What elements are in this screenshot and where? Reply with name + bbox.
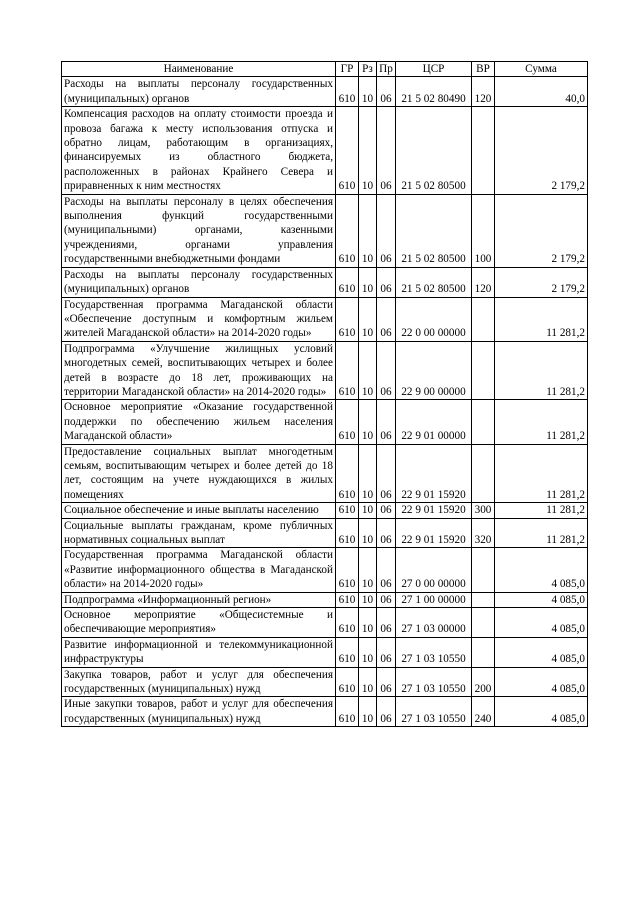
cell-vr: 320 [472, 518, 495, 548]
cell-csr: 22 0 00 00000 [396, 297, 472, 341]
cell-vr: 240 [472, 697, 495, 727]
table-row [62, 608, 588, 638]
table-row [62, 107, 588, 194]
cell-rz: 10 [359, 548, 377, 592]
cell-vr [472, 444, 495, 503]
cell-sum: 11 281,2 [495, 518, 588, 548]
cell-csr: 27 1 03 10550 [396, 637, 472, 667]
cell-gr: 610 [336, 608, 359, 638]
cell-vr [472, 548, 495, 592]
table-row [62, 592, 588, 607]
cell-rz: 10 [359, 697, 377, 727]
cell-csr: 22 9 00 00000 [396, 341, 472, 400]
cell-gr: 610 [336, 400, 359, 444]
cell-pr: 06 [377, 518, 396, 548]
header-rz: Рз [359, 62, 377, 77]
cell-gr: 610 [336, 194, 359, 267]
cell-name: Государственная программа Магаданской области «Обеспечение доступным и комфортным жильем жителей Магаданской области» на 2014-2020 годы» [62, 297, 336, 341]
cell-pr: 06 [377, 400, 396, 444]
table-row [62, 444, 588, 503]
cell-name: Развитие информационной и телекоммуникационной инфраструктуры [62, 637, 336, 667]
cell-sum: 2 179,2 [495, 267, 588, 297]
table-row [62, 697, 588, 727]
cell-pr: 06 [377, 503, 396, 518]
cell-name: Расходы на выплаты персоналу государственных (муниципальных) органов [62, 77, 336, 107]
header-sum: Сумма [495, 62, 588, 77]
table-row [62, 503, 588, 518]
cell-csr: 27 1 03 10550 [396, 667, 472, 697]
cell-vr [472, 608, 495, 638]
cell-sum: 2 179,2 [495, 107, 588, 194]
cell-rz: 10 [359, 518, 377, 548]
cell-csr: 22 9 01 15920 [396, 518, 472, 548]
header-gr: ГР [336, 62, 359, 77]
cell-pr: 06 [377, 667, 396, 697]
header-csr: ЦСР [396, 62, 472, 77]
cell-sum: 11 281,2 [495, 444, 588, 503]
cell-csr: 21 5 02 80500 [396, 267, 472, 297]
cell-name: Предоставление социальных выплат многодетным семьям, воспитывающим четырех и более детей до 18 лет, состоящим на учете нуждающихся в жилых помещениях [62, 444, 336, 503]
cell-rz: 10 [359, 667, 377, 697]
cell-csr: 27 1 03 10550 [396, 697, 472, 727]
table-row [62, 667, 588, 697]
cell-rz: 10 [359, 637, 377, 667]
cell-vr: 200 [472, 667, 495, 697]
cell-rz: 10 [359, 400, 377, 444]
cell-csr: 21 5 02 80500 [396, 107, 472, 194]
table-row [62, 548, 588, 592]
cell-vr: 120 [472, 267, 495, 297]
cell-gr: 610 [336, 77, 359, 107]
cell-csr: 27 1 03 00000 [396, 608, 472, 638]
table-row [62, 518, 588, 548]
cell-name: Основное мероприятие «Общесистемные и обеспечивающие мероприятия» [62, 608, 336, 638]
cell-pr: 06 [377, 592, 396, 607]
cell-sum: 4 085,0 [495, 548, 588, 592]
cell-rz: 10 [359, 267, 377, 297]
cell-rz: 10 [359, 297, 377, 341]
cell-rz: 10 [359, 194, 377, 267]
cell-vr [472, 107, 495, 194]
cell-name: Расходы на выплаты персоналу в целях обеспечения выполнения функций государственными (муниципальными) органами, казенными учреждениями, органами управления государственными внебюджетными фондами [62, 194, 336, 267]
cell-rz: 10 [359, 503, 377, 518]
cell-sum: 4 085,0 [495, 637, 588, 667]
cell-vr: 300 [472, 503, 495, 518]
cell-pr: 06 [377, 637, 396, 667]
cell-rz: 10 [359, 592, 377, 607]
header-name: Наименование [62, 62, 336, 77]
cell-gr: 610 [336, 107, 359, 194]
cell-rz: 10 [359, 107, 377, 194]
cell-vr [472, 400, 495, 444]
cell-name: Закупка товаров, работ и услуг для обеспечения государственных (муниципальных) нужд [62, 667, 336, 697]
table-header-row [62, 62, 588, 77]
cell-sum: 4 085,0 [495, 608, 588, 638]
cell-name: Расходы на выплаты персоналу государственных (муниципальных) органов [62, 267, 336, 297]
cell-vr: 120 [472, 77, 495, 107]
cell-vr [472, 297, 495, 341]
table-body [62, 77, 588, 727]
cell-pr: 06 [377, 77, 396, 107]
table-row [62, 194, 588, 267]
cell-gr: 610 [336, 444, 359, 503]
cell-gr: 610 [336, 697, 359, 727]
cell-pr: 06 [377, 107, 396, 194]
cell-gr: 610 [336, 267, 359, 297]
cell-sum: 4 085,0 [495, 592, 588, 607]
cell-gr: 610 [336, 592, 359, 607]
cell-name: Иные закупки товаров, работ и услуг для обеспечения государственных (муниципальных) нужд [62, 697, 336, 727]
table-row [62, 267, 588, 297]
cell-sum: 2 179,2 [495, 194, 588, 267]
cell-csr: 22 9 01 00000 [396, 400, 472, 444]
cell-name: Компенсация расходов на оплату стоимости проезда и провоза багажа к месту использования отпуска и обратно лицам, работающим в организациях, финансируемых из областного бюджета, расположенных в районах Крайнего Севера и приравненных к ним местностях [62, 107, 336, 194]
cell-pr: 06 [377, 194, 396, 267]
cell-gr: 610 [336, 503, 359, 518]
cell-name: Социальное обеспечение и иные выплаты населению [62, 503, 336, 518]
cell-sum: 40,0 [495, 77, 588, 107]
cell-vr [472, 341, 495, 400]
cell-pr: 06 [377, 608, 396, 638]
cell-gr: 610 [336, 297, 359, 341]
cell-gr: 610 [336, 637, 359, 667]
cell-csr: 27 1 00 00000 [396, 592, 472, 607]
table-row [62, 297, 588, 341]
cell-pr: 06 [377, 697, 396, 727]
cell-sum: 11 281,2 [495, 341, 588, 400]
cell-csr: 22 9 01 15920 [396, 503, 472, 518]
cell-pr: 06 [377, 341, 396, 400]
cell-name: Основное мероприятие «Оказание государственной поддержки по обеспечению жильем населения Магаданской области» [62, 400, 336, 444]
header-vr: ВР [472, 62, 495, 77]
cell-gr: 610 [336, 548, 359, 592]
cell-pr: 06 [377, 267, 396, 297]
cell-vr [472, 592, 495, 607]
cell-csr: 22 9 01 15920 [396, 444, 472, 503]
cell-sum: 4 085,0 [495, 667, 588, 697]
cell-gr: 610 [336, 518, 359, 548]
table-row [62, 77, 588, 107]
cell-csr: 27 0 00 00000 [396, 548, 472, 592]
cell-sum: 11 281,2 [495, 400, 588, 444]
cell-gr: 610 [336, 667, 359, 697]
cell-csr: 21 5 02 80500 [396, 194, 472, 267]
cell-name: Подпрограмма «Информационный регион» [62, 592, 336, 607]
cell-name: Подпрограмма «Улучшение жилищных условий многодетных семей, воспитывающих четырех и более детей в возрасте до 18 лет, проживающих на территории Магаданской области» на 2014-2020 годы» [62, 341, 336, 400]
cell-vr [472, 637, 495, 667]
cell-sum: 4 085,0 [495, 697, 588, 727]
cell-gr: 610 [336, 341, 359, 400]
cell-pr: 06 [377, 444, 396, 503]
cell-rz: 10 [359, 444, 377, 503]
cell-name: Социальные выплаты гражданам, кроме публичных нормативных социальных выплат [62, 518, 336, 548]
cell-rz: 10 [359, 608, 377, 638]
table-row [62, 400, 588, 444]
cell-name: Государственная программа Магаданской области «Развитие информационного общества в Магаданской области» на 2014-2020 годы» [62, 548, 336, 592]
cell-csr: 21 5 02 80490 [396, 77, 472, 107]
cell-sum: 11 281,2 [495, 297, 588, 341]
cell-pr: 06 [377, 548, 396, 592]
cell-pr: 06 [377, 297, 396, 341]
budget-table [61, 61, 588, 727]
cell-sum: 11 281,2 [495, 503, 588, 518]
cell-rz: 10 [359, 341, 377, 400]
table-row [62, 637, 588, 667]
table-row [62, 341, 588, 400]
cell-rz: 10 [359, 77, 377, 107]
cell-vr: 100 [472, 194, 495, 267]
header-pr: Пр [377, 62, 396, 77]
